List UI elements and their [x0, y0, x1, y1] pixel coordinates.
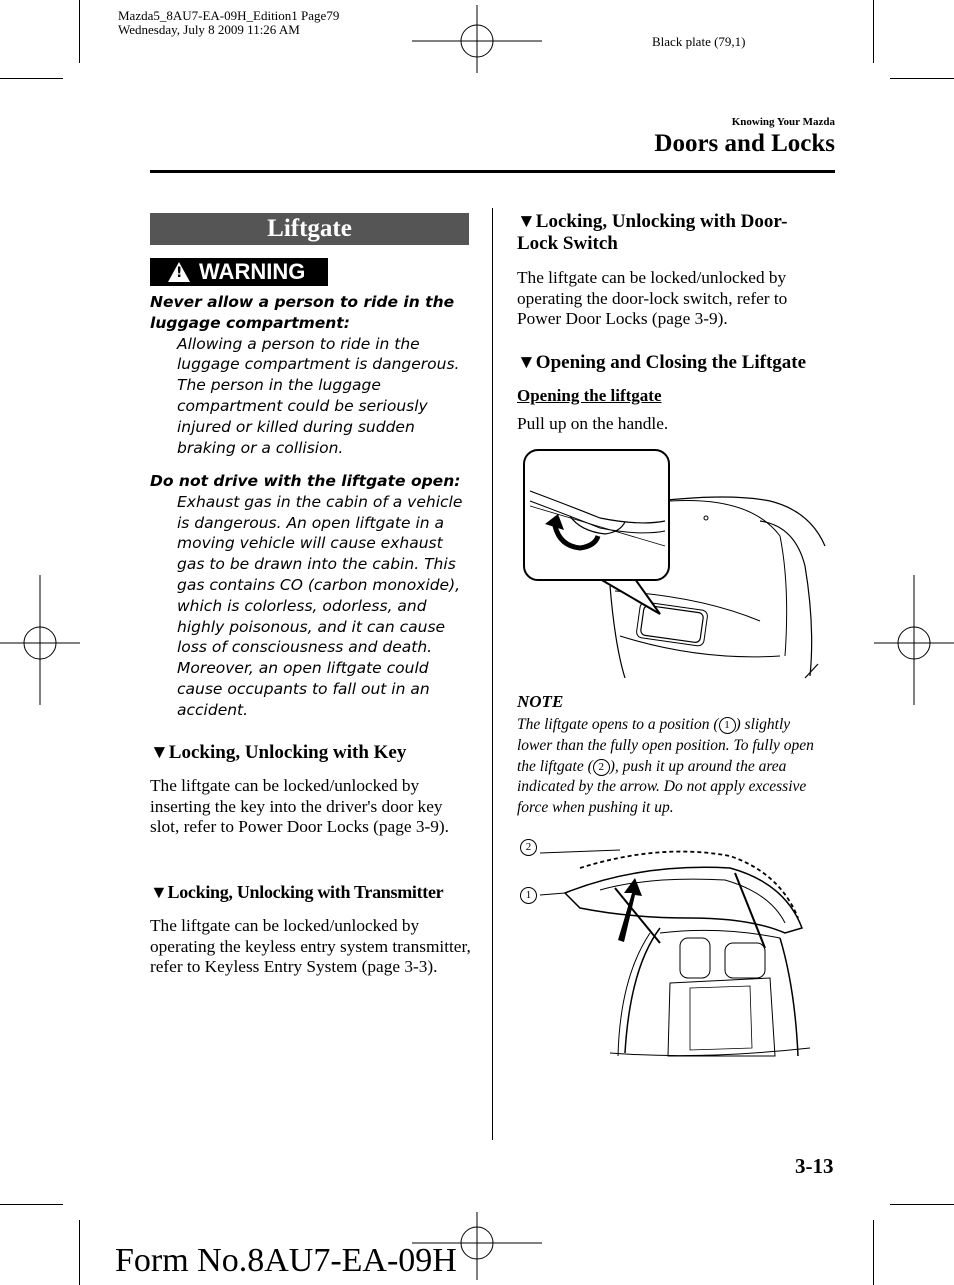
registration-mark-top: [412, 5, 542, 73]
warning-label: WARNING: [199, 259, 306, 284]
crop-mark: [79, 1220, 80, 1285]
opening-label: Opening the liftgate: [517, 386, 662, 405]
warning-triangle-icon: !: [168, 262, 190, 282]
position-marker-1: 1: [520, 886, 537, 904]
note-body: The liftgate opens to a position ( 1 ) slightly lower than the fully open position. To fully open the liftgate ( 2 ), push it up around the area indicated by the arrow. Do not apply excessive force when pushing it up.: [517, 716, 814, 817]
print-meta: [118, 9, 339, 37]
registration-mark-right: [874, 575, 954, 705]
warning-item-1-title: Never allow a person to ride in the luggage compartment:: [150, 293, 455, 332]
page-title: Doors and Locks: [654, 130, 835, 157]
subheading-transmitter: ▼Locking, Unlocking with Transmitter: [150, 882, 444, 902]
warning-item-2-title: Do not drive with the liftgate open:: [150, 472, 461, 490]
crop-mark: [79, 0, 80, 63]
subheading-opening-closing: ▼Opening and Closing the Liftgate: [517, 352, 807, 373]
registration-mark-left: [0, 575, 80, 705]
body-door-lock-switch: The liftgate can be locked/unlocked by operating the door-lock switch, refer to Power Door Locks (page 3-9).: [517, 268, 788, 329]
form-number: Form No.8AU7-EA-09H: [115, 1242, 457, 1279]
marker-1-icon: 1: [719, 717, 736, 734]
warning-item-2-body: Exhaust gas in the cabin of a vehicle is dangerous. An open liftgate in a moving vehicle will cause exhaust gas to be drawn into the cabin. This gas contains CO (carbon monoxide), which is colorless, odorless, and highly poisonous, and it can cause loss of consciousness and death. Moreover, an open liftgate could cause occupants to fall out in an accident.: [177, 492, 463, 719]
plate-label: Black plate (79,1): [652, 34, 746, 49]
subheading-key: ▼Locking, Unlocking with Key: [150, 742, 407, 763]
position-marker-2: 2: [520, 838, 537, 856]
opening-body: Pull up on the handle.: [517, 414, 669, 433]
warning-item-1: [150, 292, 465, 458]
body-transmitter: The liftgate can be locked/unlocked by operating the keyless entry system transmitter, refer to Keyless Entry System (page 3-3).: [150, 916, 471, 977]
crop-mark: [890, 78, 954, 79]
warning-item-2: [150, 471, 465, 721]
marker-2-icon: 2: [593, 759, 610, 776]
header-rule: [150, 170, 835, 173]
open-liftgate-illustration: [540, 838, 815, 1060]
section-label: Knowing Your Mazda: [731, 116, 835, 128]
print-meta-date: Wednesday, July 8 2009 11:26 AM: [118, 22, 300, 37]
crop-mark: [873, 0, 874, 63]
warning-badge: [150, 258, 328, 286]
warning-item-1-body: Allowing a person to ride in the luggage compartment is dangerous. The person in the luggage compartment could be seriously injured or killed during sudden braking or a collision.: [177, 334, 460, 457]
page-number: 3-13: [795, 1154, 834, 1178]
crop-mark: [873, 1220, 874, 1285]
crop-mark: [0, 1204, 63, 1205]
crop-mark: [890, 1204, 954, 1205]
note-label: NOTE: [517, 692, 564, 711]
subheading-door-lock-switch: ▼Locking, Unlocking with Door-Lock Switch: [517, 211, 788, 254]
print-meta-file: Mazda5_8AU7-EA-09H_Edition1 Page79: [118, 8, 340, 23]
crop-mark: [0, 78, 63, 79]
column-divider: [492, 208, 493, 1140]
liftgate-heading: Liftgate: [150, 213, 469, 245]
liftgate-handle-illustration: [520, 446, 830, 686]
body-key: The liftgate can be locked/unlocked by inserting the key into the driver's door key slot, refer to Power Door Locks (page 3-9).: [150, 776, 449, 837]
